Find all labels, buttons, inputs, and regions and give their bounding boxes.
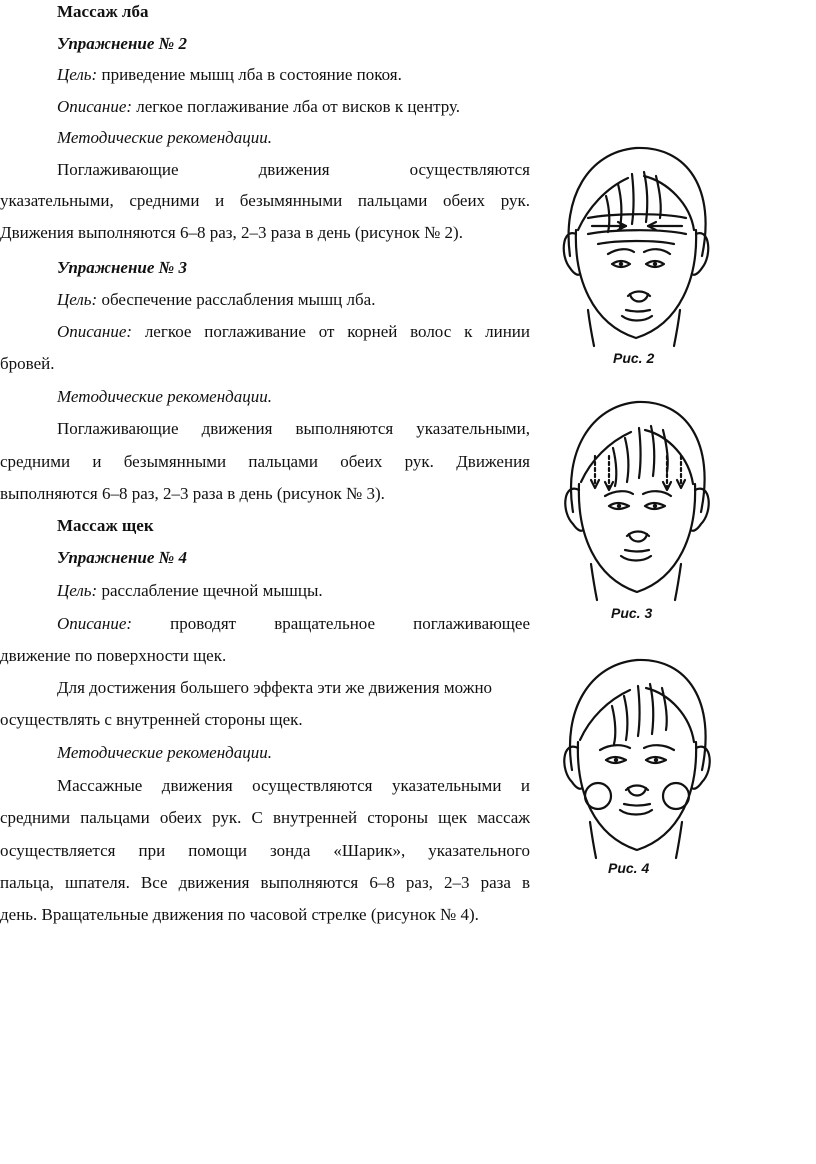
exercise-4-extra-line: осуществлять с внутренней стороны щек.: [0, 710, 303, 729]
section-title-forehead: Массаж лба: [57, 2, 149, 21]
exercise-3-title: Упражнение № 3: [57, 258, 187, 277]
figure-3-caption: Рис. 3: [611, 605, 653, 621]
exercise-4-rec-line: осуществляется при помощи зонда «Шарик», указательного: [0, 841, 530, 860]
figure-4-face-illustration: [552, 650, 724, 860]
figure-4-caption: Рис. 4: [608, 860, 650, 876]
exercise-4-goal: [57, 575, 323, 607]
figure-2-face-illustration: [548, 138, 724, 348]
goal-label: Цель:: [57, 65, 98, 84]
exercise-3-rec-line: выполняются 6–8 раз, 2–3 раза в день (рисунок № 3).: [0, 484, 385, 503]
exercise-3-description-cont: бровей.: [0, 354, 55, 373]
exercise-2-recommendations-label: Методические рекомендации.: [57, 128, 272, 147]
goal-label: Цель:: [57, 290, 98, 309]
exercise-2-rec-line: указательными, средними и безымянными пальцами обеих рук.: [0, 191, 530, 210]
exercise-2-title: Упражнение № 2: [57, 34, 187, 53]
exercise-3-goal: [57, 284, 375, 316]
goal-text: приведение мышц лба в состояние покоя.: [97, 65, 402, 84]
goal-text: обеспечение расслабления мышц лба.: [97, 290, 376, 309]
figure-3-face-illustration: [553, 394, 723, 602]
goal-label: Цель:: [57, 581, 98, 600]
exercise-3-rec-line: средними и безымянными пальцами обеих рук. Движения: [0, 452, 530, 471]
description-label: Описание:: [57, 322, 133, 341]
exercise-2-goal: [57, 59, 402, 91]
exercise-4-rec-line: пальца, шпателя. Все движения выполняются 6–8 раз, 2–3 раза в: [0, 873, 530, 892]
description-text: легкое поглаживание лба от висков к центру.: [132, 97, 461, 116]
exercise-4-rec-line: день. Вращательные движения по часовой стрелке (рисунок № 4).: [0, 905, 479, 924]
exercise-4-extra-line: Для достижения большего эффекта эти же движения можно: [57, 678, 493, 697]
description-label: Описание:: [57, 97, 133, 116]
exercise-3-recommendations-label: Методические рекомендации.: [57, 387, 272, 406]
exercise-4-recommendations-label: Методические рекомендации.: [57, 743, 272, 762]
description-text: проводят вращательное поглаживающее: [132, 614, 530, 633]
exercise-3-description: [57, 316, 530, 348]
exercise-4-description: [57, 608, 530, 640]
description-label: Описание:: [57, 614, 133, 633]
exercise-4-title: Упражнение № 4: [57, 548, 187, 567]
exercise-2-rec-line: Движения выполняются 6–8 раз, 2–3 раза в день (рисунок № 2).: [0, 223, 463, 242]
exercise-4-description-cont: движение по поверхности щек.: [0, 646, 227, 665]
exercise-3-rec-line: Поглаживающие движения выполняются указательными,: [57, 419, 530, 438]
figure-2-caption: Рис. 2: [613, 350, 655, 366]
exercise-4-rec-line: Массажные движения осуществляются указательными и: [57, 776, 530, 795]
exercise-2-description: [57, 91, 460, 123]
goal-text: расслабление щечной мышцы.: [97, 581, 323, 600]
exercise-4-rec-line: средними пальцами обеих рук. С внутренней стороны щек массаж: [0, 808, 530, 827]
exercise-2-rec-line: Поглаживающие движения осуществляются: [57, 160, 530, 179]
section-title-cheeks: Массаж щек: [57, 516, 154, 535]
description-text: легкое поглаживание от корней волос к линии: [132, 322, 530, 341]
